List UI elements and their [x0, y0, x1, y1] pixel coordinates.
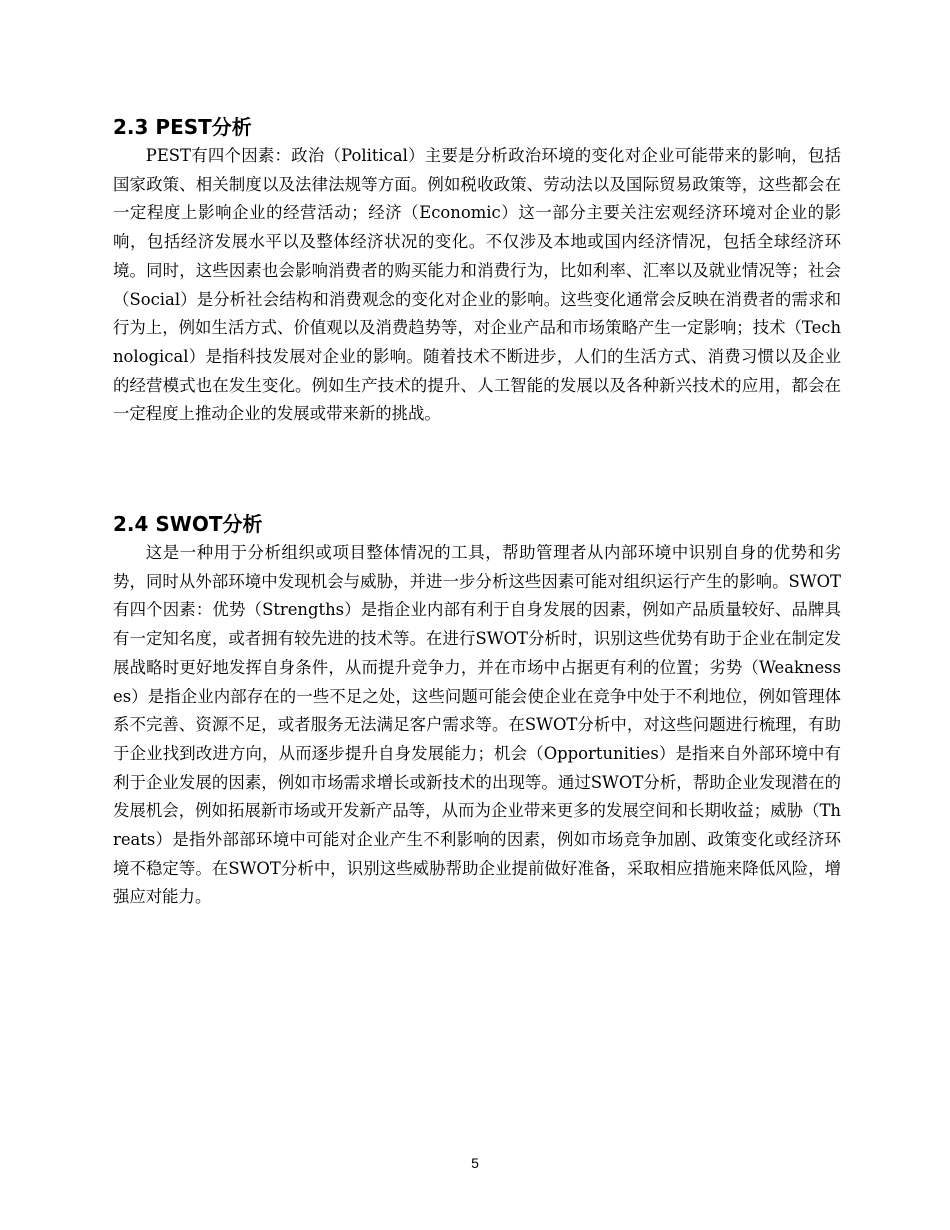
section-number: 2.3	[113, 115, 149, 139]
page-number: 5	[471, 1155, 479, 1171]
section-paragraph: PEST有四个因素：政治（Political）主要是分析政治环境的变化对企业可能带来的影响，包括国家政策、相关制度以及法律法规等方面。例如税收政策、劳动法以及国际贸易政策等，这些都会在一定程度上影响企业的经营活动；经济（Economic）这一部分主要关注宏观经济环境对企业的影响，包括经济发展水平以及整体经济状况的变化。不仅涉及本地或国内经济情况，包括全球经济环境。同时，这些因素也会影响消费者的购买能力和消费行为，比如利率、汇率以及就业情况等；社会（Social）是分析社会结构和消费观念的变化对企业的影响。这些变化通常会反映在消费者的需求和行为上，例如生活方式、价值观以及消费趋势等，对企业产品和市场策略产生一定影响；技术（Technological）是指科技发展对企业的影响。随着技术不断进步，人们的生活方式、消费习惯以及企业的经营模式也在发生变化。例如生产技术的提升、人工智能的发展以及各种新兴技术的应用，都会在一定程度上推动企业的发展或带来新的挑战。	[113, 146, 841, 424]
section-title: SWOT分析	[155, 512, 263, 536]
section-title: PEST分析	[155, 115, 252, 139]
section-heading	[113, 112, 841, 142]
section-number: 2.4	[113, 512, 149, 536]
section-swot-analysis	[113, 509, 841, 912]
section-paragraph: 这是一种用于分析组织或项目整体情况的工具，帮助管理者从内部环境中识别自身的优势和劣势，同时从外部环境中发现机会与威胁，并进一步分析这些因素可能对组织运行产生的影响。SWOT有四个因素：优势（Strengths）是指企业内部有利于自身发展的因素，例如产品质量较好、品牌具有一定知名度，或者拥有较先进的技术等。在进行SWOT分析时，识别这些优势有助于企业在制定发展战略时更好地发挥自身条件，从而提升竞争力，并在市场中占据更有利的位置；劣势（Weaknesses）是指企业内部存在的一些不足之处，这些问题可能会使企业在竞争中处于不利地位，例如管理体系不完善、资源不足，或者服务无法满足客户需求等。在SWOT分析中，对这些问题进行梳理，有助于企业找到改进方向，从而逐步提升自身发展能力；机会（Opportunities）是指来自外部环境中有利于企业发展的因素，例如市场需求增长或新技术的出现等。通过SWOT分析，帮助企业发现潜在的发展机会，例如拓展新市场或开发新产品等，从而为企业带来更多的发展空间和长期收益；威胁（Threats）是指外部部环境中可能对企业产生不利影响的因素，例如市场竞争加剧、政策变化或经济环境不稳定等。在SWOT分析中，识别这些威胁帮助企业提前做好准备，采取相应措施来降低风险，增强应对能力。	[113, 543, 841, 907]
section-heading	[113, 509, 841, 539]
section-pest-analysis	[113, 112, 841, 429]
